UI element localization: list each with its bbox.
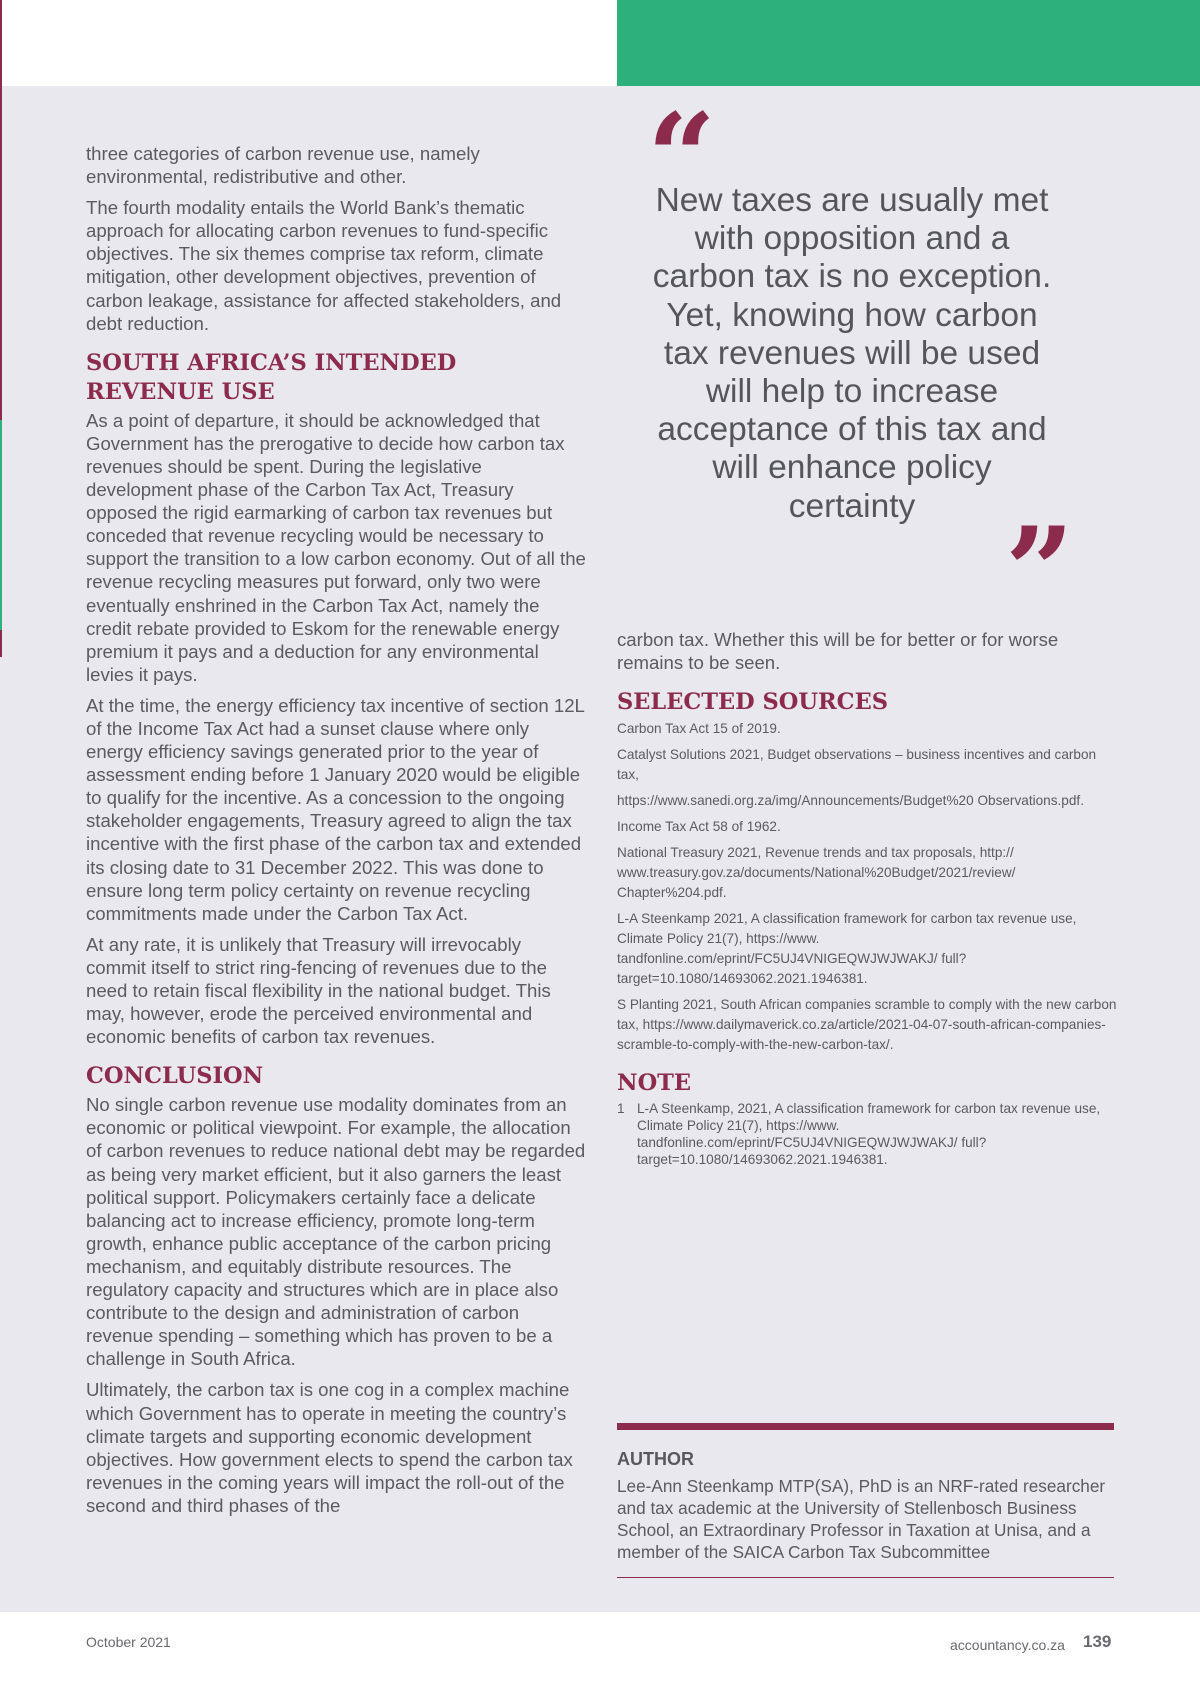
left-column: [86, 142, 586, 1525]
footer-bar: [0, 1612, 1200, 1696]
author-heading: AUTHOR: [617, 1449, 694, 1469]
note-text: L-A Steenkamp, 2021, A classification framework for carbon tax revenue use, Climate Policy 21(7), https://www. tandfonline.com/eprint/FC5UJ4VNIGEQWJWJWAKJ/ full?target=10.1080/14693062.2021.1946381.: [637, 1101, 1101, 1168]
page-number: 139: [1083, 1632, 1112, 1651]
open-quote-icon: “: [647, 87, 717, 228]
paragraph: As a point of departure, it should be acknowledged that Government has the prerogative to decide how carbon tax revenues should be spent. During the legislative development phase of the Carbon Tax Act, Treasury opposed the rigid earmarking of carbon tax revenues but conceded that revenue recycling would be necessary to support the transition to a low carbon economy. Out of all the revenue recycling measures put forward, only two were eventually enshrined in the Carbon Tax Act, namely the credit rebate provided to Eskom for the renewable energy premium it pays and a deduction for any environmental levies it pays.: [86, 409, 586, 685]
source-item: S Planting 2021, South African companies scramble to comply with the new carbon tax, https://www.dailymaverick.co.za/article/2021-04-07-south-african-companies-scramble-to-comply-with-the-new-carbon-tax/.: [617, 997, 1117, 1053]
right-column: [617, 628, 1117, 1168]
note-number: 1: [617, 1101, 625, 1117]
source-item: Income Tax Act 58 of 1962.: [617, 819, 781, 835]
paragraph: Ultimately, the carbon tax is one cog in a complex machine which Government has to operate in meeting the country’s climate targets and supporting economic development objectives. How government elects to spend the carbon tax revenues in the coming years will impact the roll-out of the second and third phases of the: [86, 1379, 573, 1516]
section-heading-revenue-use: SOUTH AFRICA’S INTENDED REVENUE USE: [86, 349, 457, 405]
author-bottom-divider: [617, 1577, 1114, 1578]
source-item: https://www.sanedi.org.za/img/Announcements/Budget%20 Observations.pdf.: [617, 793, 1084, 809]
source-item: Catalyst Solutions 2021, Budget observations – business incentives and carbon tax,: [617, 747, 1097, 783]
section-heading-conclusion: CONCLUSION: [86, 1063, 264, 1090]
continuation-paragraph: carbon tax. Whether this will be for better or for worse remains to be seen.: [617, 629, 1059, 674]
author-box: [617, 1447, 1117, 1563]
source-item: L-A Steenkamp 2021, A classification framework for carbon tax revenue use, Climate Policy 21(7), https://www. tandfonline.com/eprint/FC5UJ4VNIGEQWJWJWAKJ/ full?target=10.1080/14693062.2021.1946381.: [617, 911, 1077, 987]
source-item: National Treasury 2021, Revenue trends and tax proposals, http:// www.treasury.gov.za/documents/National%20Budget/2021/review/ Chapter%204.pdf.: [617, 845, 1016, 901]
close-quote-icon: ”: [1005, 501, 1075, 642]
paragraph: At any rate, it is unlikely that Treasury will irrevocably commit itself to strict ring-fencing of revenues due to the need to retain fiscal flexibility in the national budget. This may, however, erode the perceived environmental and economic benefits of carbon tax revenues.: [86, 933, 551, 1048]
note-item: [617, 1100, 1117, 1168]
author-divider: [617, 1423, 1114, 1430]
header-white-bar: [0, 0, 617, 86]
paragraph: The fourth modality entails the World Bank’s thematic approach for allocating carbon revenues to fund-specific objectives. The six themes comprise tax reform, climate mitigation, other development objectives, prevention of carbon leakage, assistance for affected stakeholders, and debt reduction.: [86, 197, 562, 334]
sources-heading: SELECTED SOURCES: [617, 689, 888, 716]
footer-site: accountancy.co.za: [950, 1637, 1065, 1653]
sources-list: [617, 719, 1117, 1055]
footer-date: October 2021: [86, 1634, 171, 1650]
note-heading: NOTE: [617, 1070, 692, 1097]
pull-quote-text: New taxes are usually met with opposition and a carbon tax is no exception. Yet, knowing how carbon tax revenues will be used will help to increase acceptance of this tax and will enhance policy certainty: [652, 182, 1052, 525]
paragraph: No single carbon revenue use modality dominates from an economic or political viewpoint. For example, the allocation of carbon revenues to reduce national debt may be regarded as being very market efficient, but it also garners the least political support. Policymakers certainly face a delicate balancing act to increase efficiency, promote long-term growth, enhance public acceptance of the carbon pricing mechanism, and equitably distribute resources. The regulatory capacity and structures which are in place also contribute to the design and administration of carbon revenue spending – something which has proven to be a challenge in South Africa.: [86, 1094, 586, 1370]
header-green-bar: [617, 0, 1200, 86]
pull-quote: [617, 87, 1117, 642]
page-edge-green-line: [0, 420, 2, 630]
source-item: Carbon Tax Act 15 of 2019.: [617, 721, 781, 737]
paragraph: At the time, the energy efficiency tax incentive of section 12L of the Income Tax Act had a sunset clause where only energy efficiency savings generated prior to the year of assessment ending before 1 January 2020 would be eligible to qualify for the incentive. As a concession to the ongoing stakeholder engagements, Treasury agreed to align the tax incentive with the first phase of the carbon tax and extended its closing date to 31 December 2022. This was done to ensure long term policy certainty on revenue recycling commitments made under the Carbon Tax Act.: [86, 694, 585, 924]
author-bio: Lee-Ann Steenkamp MTP(SA), PhD is an NRF-rated researcher and tax academic at the University of Stellenbosch Business School, an Extraordinary Professor in Taxation at Unisa, and a member of the SAICA Carbon Tax Subcommittee: [617, 1476, 1106, 1562]
paragraph: three categories of carbon revenue use, namely environmental, redistributive and other.: [86, 143, 480, 188]
